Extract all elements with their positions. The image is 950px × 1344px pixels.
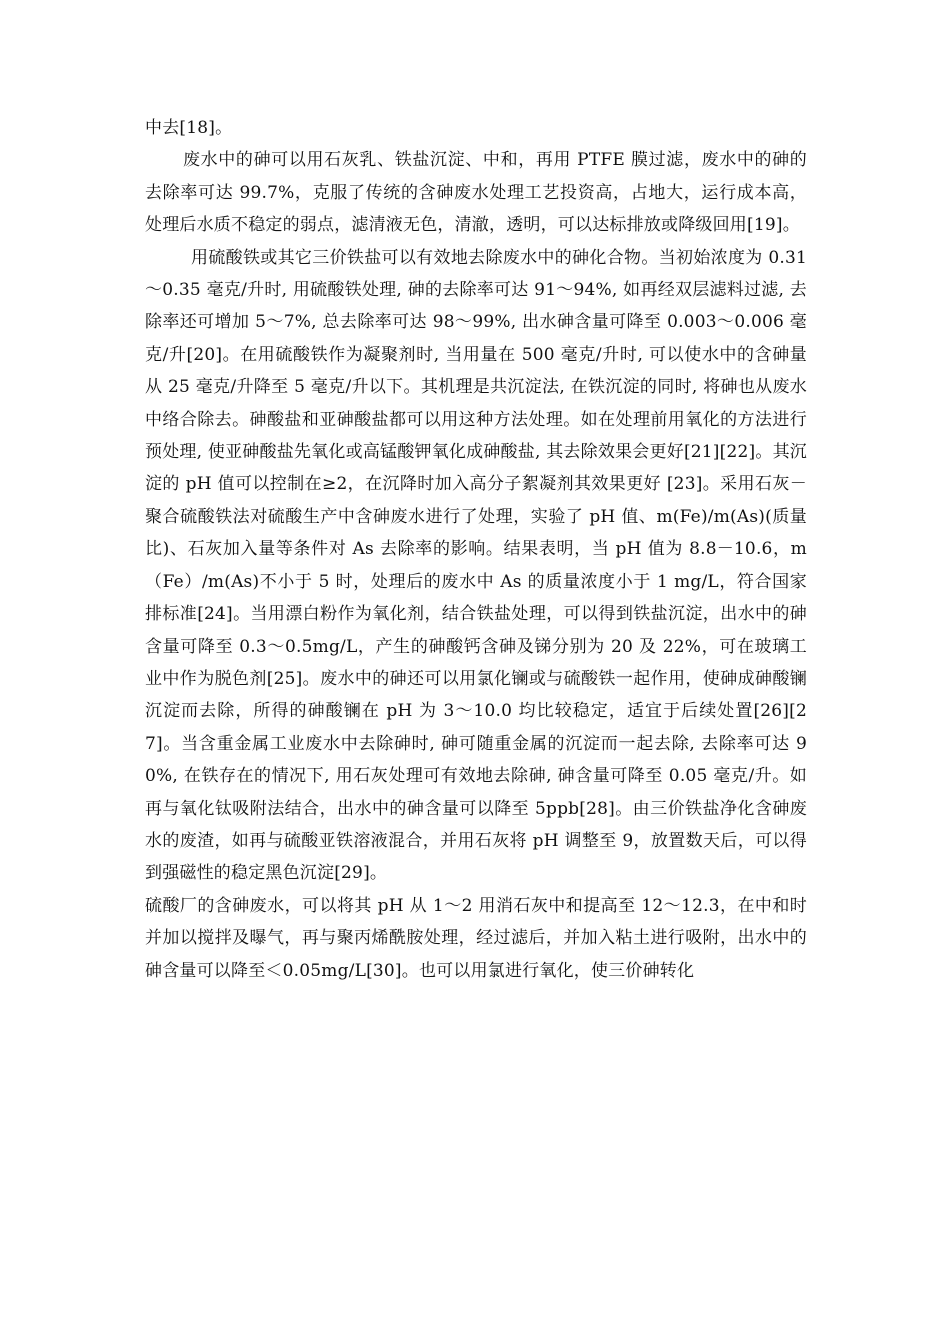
paragraph-3: 用硫酸铁或其它三价铁盐可以有效地去除废水中的砷化合物。当初始浓度为 0.31～0.35 毫克/升时, 用硫酸铁处理, 砷的去除率可达 91～94%, 如再经双层滤料过滤, 去除率还可增加 5～7%, 总去除率可达 98～99%, 出水砷含量可降至 0.003～0.006 毫克/升[20]。在用硫酸铁作为凝聚剂时, 当用量在 500 毫克/升时, 可以使水中的含砷量从 25 毫克/升降至 5 毫克/升以下。其机理是共沉淀法, 在铁沉淀的同时, 将砷也从废水中络合除去。砷酸盐和亚砷酸盐都可以用这种方法处理。如在处理前用氧化的方法进行预处理, 使亚砷酸盐先氧化或高锰酸钾氧化成砷酸盐, 其去除效果会更好[21][22]。其沉淀的 pH 值可以控制在≥2，在沉降时加入高分子絮凝剂其效果更好 [23]。采用石灰－聚合硫酸铁法对硫酸生产中含砷废水进行了处理，实验了 pH 值、m(Fe)/m(As)(质量比)、石灰加入量等条件对 As 去除率的影响。结果表明，当 pH 值为 8.8－10.6，m（Fe）/m(As)不小于 5 时，处理后的废水中 As 的质量浓度小于 1 mg/L，符合国家排标准[24]。当用漂白粉作为氧化剂，结合铁盐处理，可以得到铁盐沉淀，出水中的砷含量可降至 0.3～0.5mg/L，产生的砷酸钙含砷及锑分别为 20 及 22%，可在玻璃工业中作为脱色剂[25]。废水中的砷还可以用氯化镧或与硫酸铁一起作用，使砷成砷酸镧沉淀而去除，所得的砷酸镧在 pH 为 3～10.0 均比较稳定，适宜于后续处置[26][27]。当含重金属工业废水中去除砷时, 砷可随重金属的沉淀而一起去除, 去除率可达 90%, 在铁存在的情况下, 用石灰处理可有效地去除砷, 砷含量可降至 0.05 毫克/升。如再与氧化钛吸附法结合，出水中的砷含量可以降至 5ppb[28]。由三价铁盐净化含砷废水的废渣，如再与硫酸亚铁溶液混合，并用石灰将 pH 调整至 9，放置数天后，可以得到强磁性的稳定黑色沉淀[29]。 [145,247,807,884]
paragraph-1: 中去[18]。 [145,118,233,138]
paragraph-4: 硫酸厂的含砷废水，可以将其 pH 从 1～2 用消石灰中和提高至 12～12.3，在中和时并加以搅拌及曝气，再与聚丙烯酰胺处理，经过滤后，并加入粘土进行吸附，出水中的砷含量可以降至＜0.05mg/L[30]。也可以用氯进行氧化，使三价砷转化 [145,895,807,981]
paragraph-2: 废水中的砷可以用石灰乳、铁盐沉淀、中和，再用 PTFE 膜过滤，废水中的砷的去除率可达 99.7%，克服了传统的含砷废水处理工艺投资高，占地大，运行成本高，处理后水质不稳定的弱点，滤清液无色，清澈，透明，可以达标排放或降级回用[19]。 [145,150,807,236]
document-body [145,112,807,987]
